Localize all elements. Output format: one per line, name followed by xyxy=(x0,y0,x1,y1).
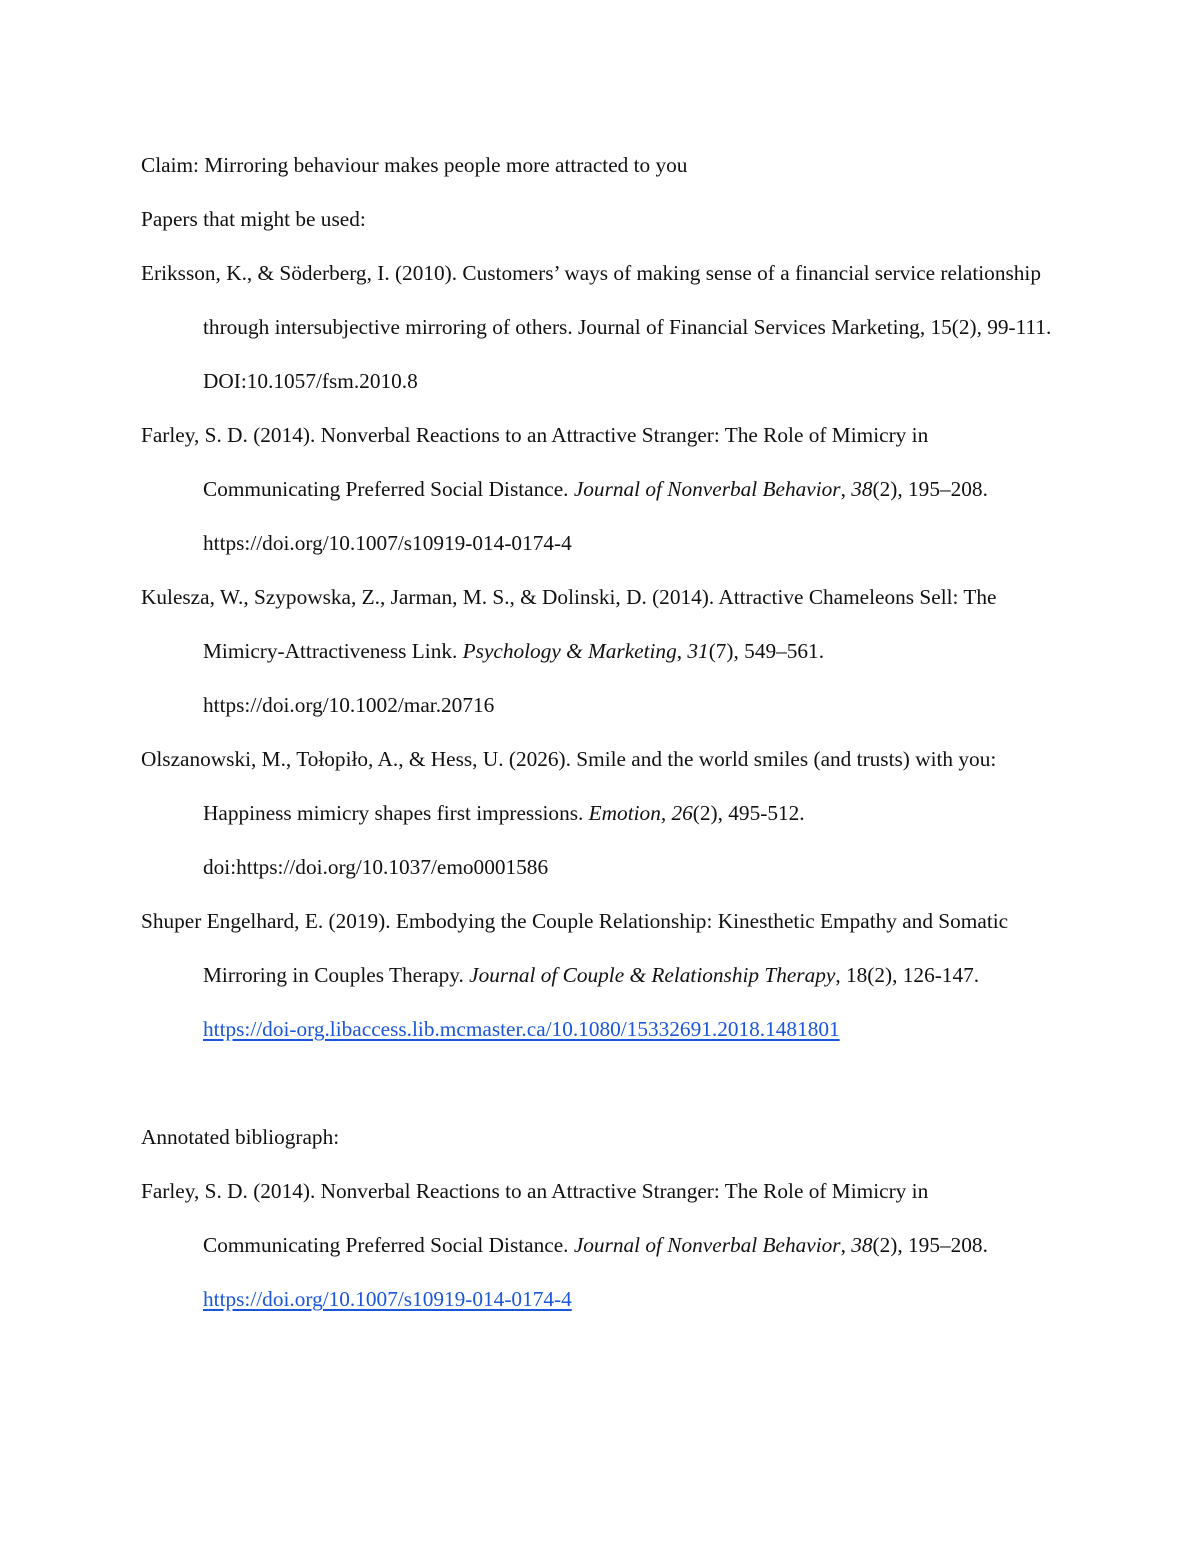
doi-link[interactable]: https://doi.org/10.1007/s10919-014-0174-4 xyxy=(203,1287,572,1311)
reference-farley-2014: Farley, S. D. (2014). Nonverbal Reactions to an Attractive Stranger: The Role of Mimicry in Communicating Preferred Social Distance. Journal of Nonverbal Behavior, 38(2), 195–208. https://doi.org/10.1007/s10919-014-0174-4 xyxy=(141,423,988,555)
reference-shuper-engelhard-2019: Shuper Engelhard, E. (2019). Embodying the Couple Relationship: Kinesthetic Empathy and Somatic Mirroring in Couples Therapy. Journal of Couple & Relationship Therapy, 18(2), 126-147. https://doi-org.libaccess.lib.mcmaster.ca/10.1080/15332691.2018.1481801 xyxy=(141,909,1009,1041)
journal-title: Journal of Couple & Relationship Therapy xyxy=(469,963,836,987)
reference-eriksson-2010: Eriksson, K., & Söderberg, I. (2010). Customers’ ways of making sense of a financial service relationship through intersubjective mirroring of others. Journal of Financial Services Marketing, 15(2), 99-111. DOI:10.1057/fsm.2010.8 xyxy=(141,261,1052,393)
journal-title: Journal of Nonverbal Behavior xyxy=(573,477,841,501)
doi-link[interactable]: https://doi-org.libaccess.lib.mcmaster.ca/10.1080/15332691.2018.1481801 xyxy=(203,1017,840,1041)
journal-volume: 31 xyxy=(687,639,709,663)
papers-heading: Papers that might be used: xyxy=(141,207,366,231)
journal-title: Journal of Nonverbal Behavior xyxy=(573,1233,841,1257)
reference-kulesza-2014: Kulesza, W., Szypowska, Z., Jarman, M. S., & Dolinski, D. (2014). Attractive Chameleons Sell: The Mimicry-Attractiveness Link. Psychology & Marketing, 31(7), 549–561. https://doi.org/10.1002/mar.20716 xyxy=(141,585,997,717)
annotated-reference-farley-2014: Farley, S. D. (2014). Nonverbal Reactions to an Attractive Stranger: The Role of Mimicry in Communicating Preferred Social Distance. Journal of Nonverbal Behavior, 38(2), 195–208. https://doi.org/10.1007/s10919-014-0174-4 xyxy=(141,1179,988,1311)
journal-volume: 38 xyxy=(851,1233,873,1257)
journal-title: Psychology & Marketing xyxy=(462,639,677,663)
journal-volume: 38 xyxy=(851,477,873,501)
claim-line: Claim: Mirroring behaviour makes people more attracted to you xyxy=(141,153,688,177)
reference-olszanowski-2026: Olszanowski, M., Tołopiło, A., & Hess, U. (2026). Smile and the world smiles (and trusts) with you: Happiness mimicry shapes first impressions. Emotion, 26(2), 495-512. doi:https://doi.org/10.1037/emo0001586 xyxy=(141,747,997,879)
annotated-heading: Annotated bibliograph: xyxy=(141,1125,340,1149)
journal-title: Emotion, 26 xyxy=(588,801,693,825)
blank-line xyxy=(141,1056,1060,1110)
